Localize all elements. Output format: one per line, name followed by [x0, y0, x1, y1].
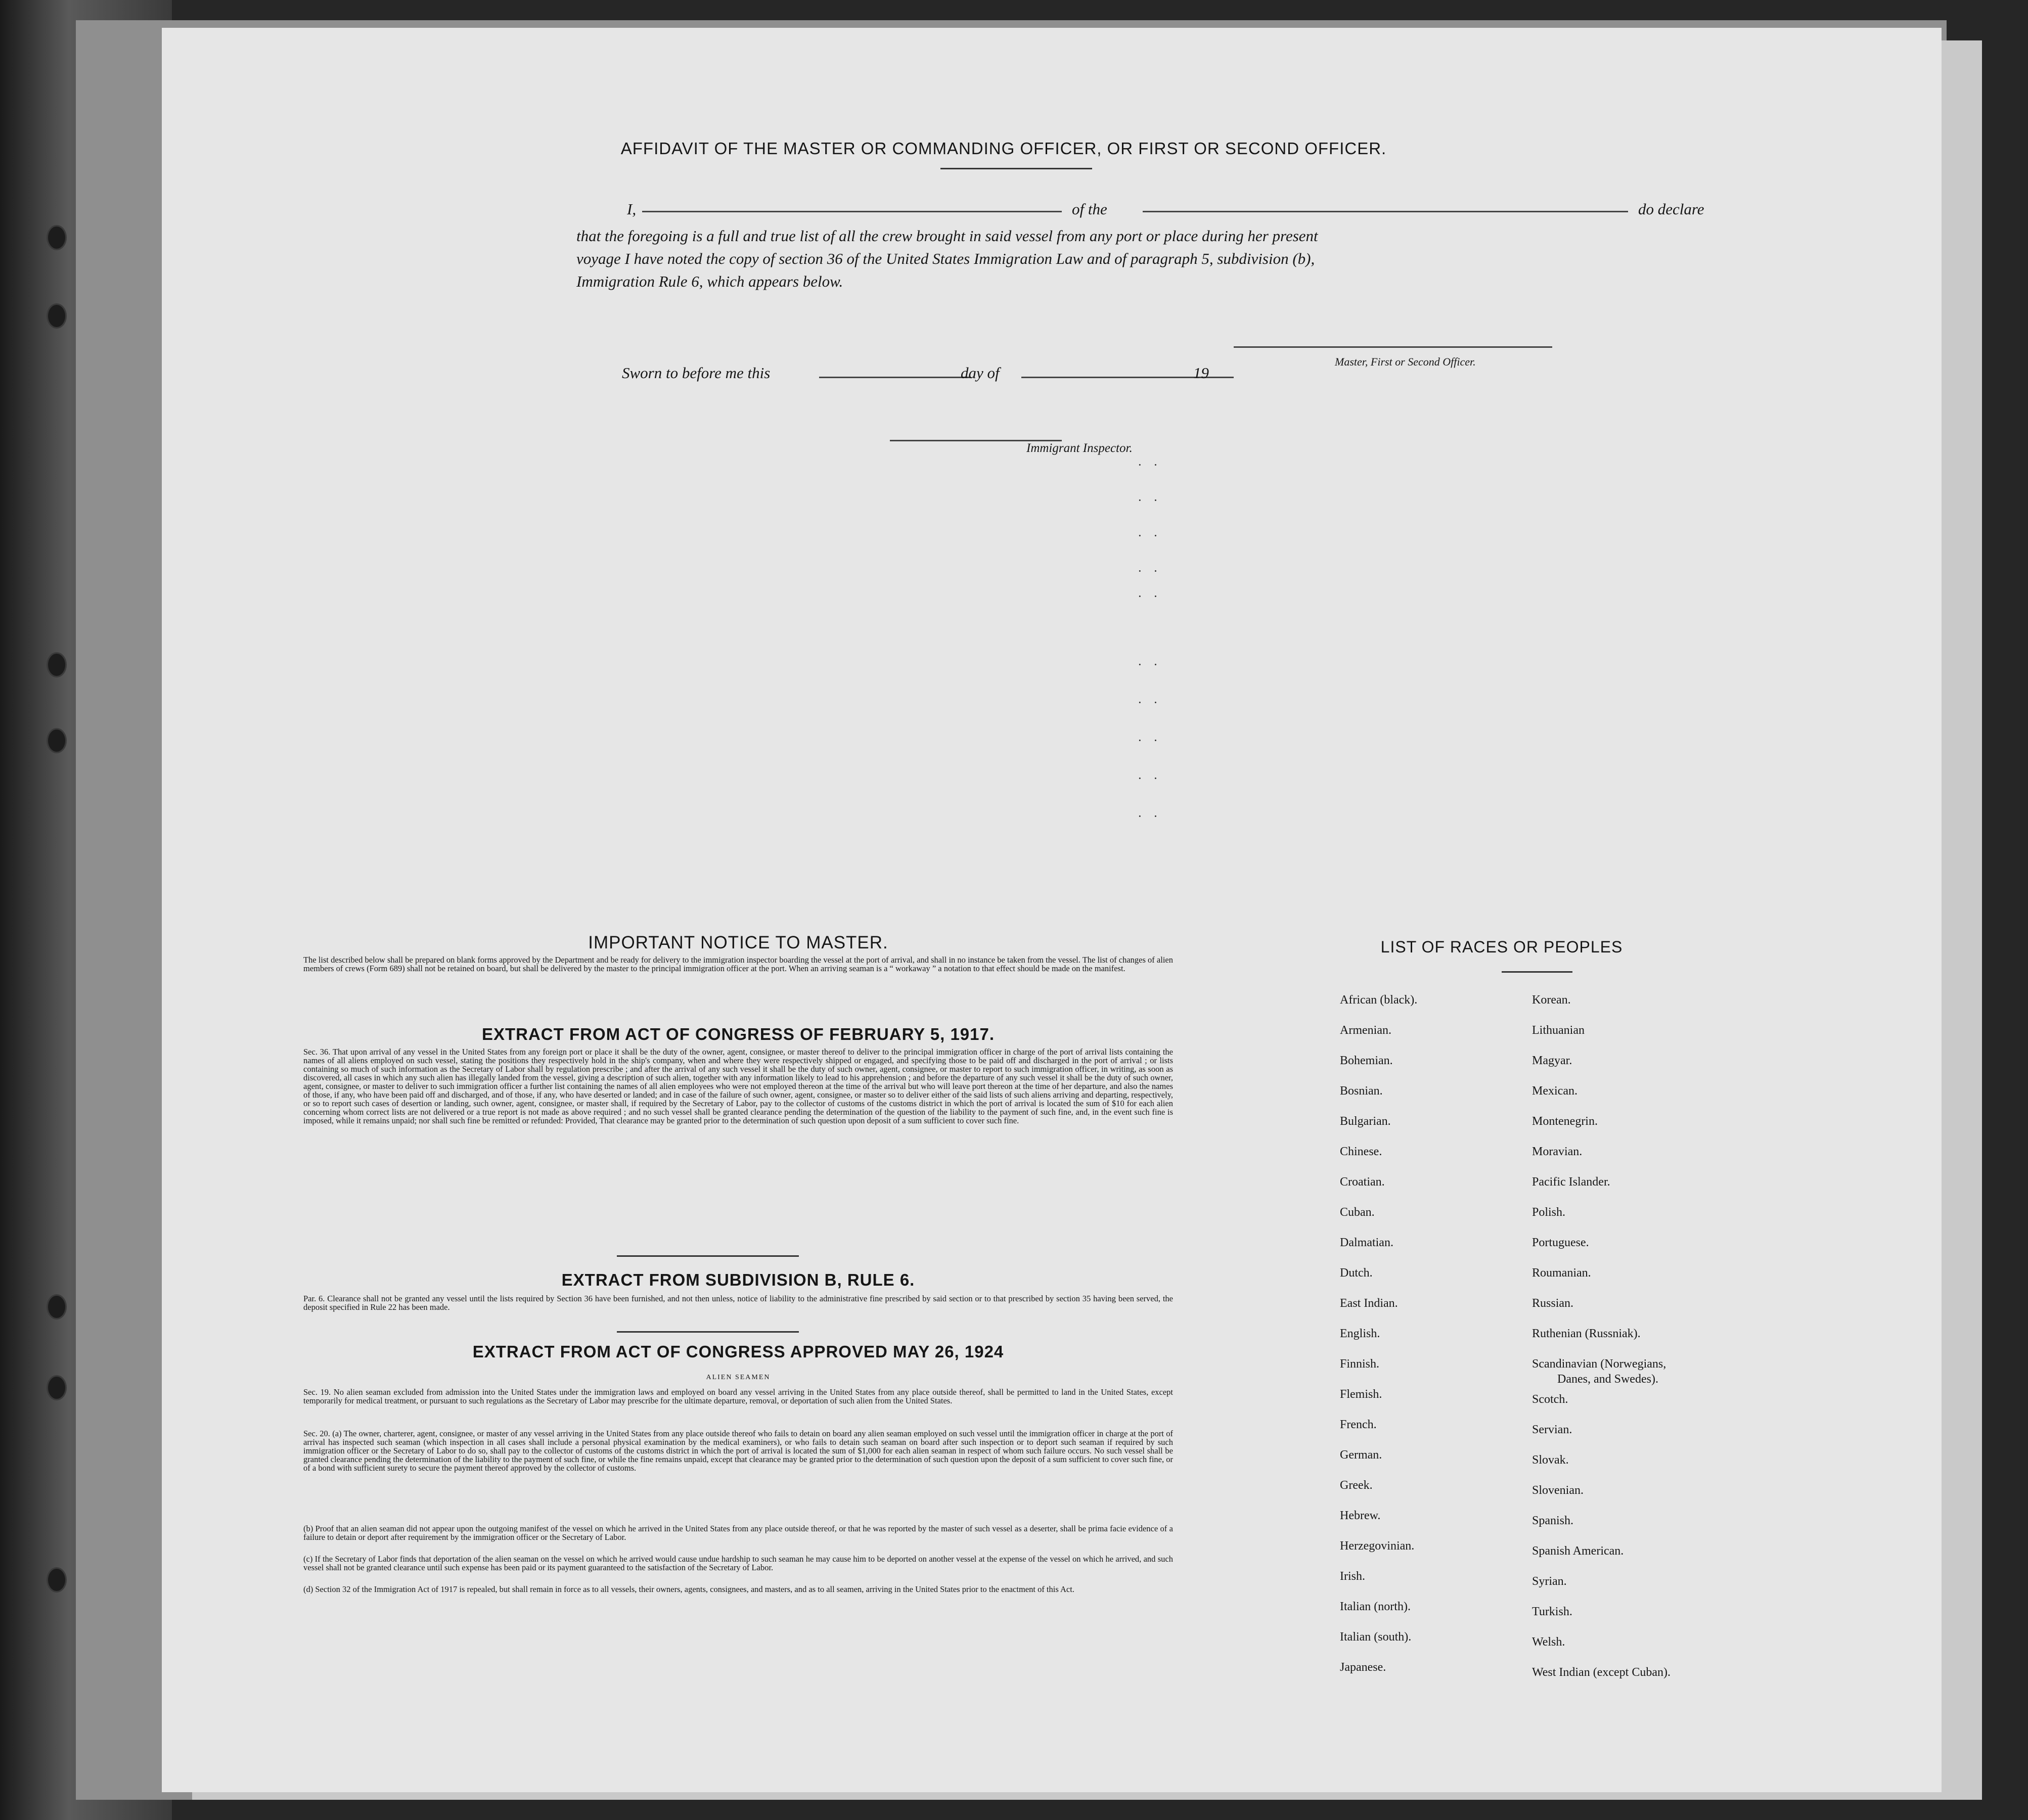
race-left-item: Japanese. [1340, 1661, 1386, 1674]
extract-1917-title: EXTRACT FROM ACT OF CONGRESS OF FEBRUARY 5, 1917. [481, 1025, 995, 1043]
races-title: LIST OF RACES OR PEOPLES [1380, 938, 1623, 956]
race-left-item: Chinese. [1340, 1145, 1382, 1158]
form-page [162, 28, 1942, 1792]
race-left-item: African (black). [1340, 993, 1418, 1007]
race-left-item: Greek. [1340, 1479, 1373, 1492]
signature-blank[interactable] [1234, 346, 1552, 348]
affidavit-line-2: voyage I have noted the copy of section 36 of the United States Immigration Law and of paragraph 5, subdivision (b), [576, 250, 1315, 267]
dot-leader: · · [1138, 771, 1162, 786]
race-right-item: Scotch. [1532, 1393, 1568, 1406]
race-right-item: Servian. [1532, 1423, 1572, 1436]
race-right-item: Slovenian. [1532, 1484, 1584, 1497]
extract-1924-title: EXTRACT FROM ACT OF CONGRESS APPROVED MAY 26, 1924 [472, 1342, 1004, 1361]
notice-text: The list described below shall be prepared on blank forms approved by the Department and be ready for delivery to the immigration inspector boarding the vessel at the port of arrival, and shall in no instance be taken from the vessel. The list of changes of alien members of crews (Form 689) shall not be retained on board, but shall be delivered by the master to the principal immigration officer at the port. When an arriving seaman is a “ workaway ” a notation to that effect should be made on the manifest. [303, 955, 1173, 973]
extract-1924-sec20c: (c) If the Secretary of Labor finds that deportation of the alien seaman on the vessel on which he arrived would cause undue hardship to such seaman he may cause him to be deported on another vessel at the expense of the vessel on which he arrived, and such vessel shall not be granted clearance until such expense has been paid or its payment guaranteed to the satisfaction of the Secretary of Labor. [303, 1554, 1173, 1572]
race-left-item: Herzegovinian. [1340, 1539, 1415, 1553]
dot-leader: · · [1138, 733, 1162, 748]
alien-seamen-caption: ALIEN SEAMEN [706, 1374, 771, 1381]
race-left-item: German. [1340, 1448, 1382, 1462]
race-left-item: Italian (south). [1340, 1630, 1412, 1644]
race-left-item: Bulgarian. [1340, 1115, 1391, 1128]
race-left-item: Armenian. [1340, 1024, 1391, 1037]
race-right-continuation: Danes, and Swedes). [1557, 1373, 1658, 1386]
binder-hole-icon [47, 1567, 67, 1592]
race-left-item: Croatian. [1340, 1175, 1385, 1189]
race-left-item: English. [1340, 1327, 1380, 1340]
race-left-item: East Indian. [1340, 1297, 1398, 1310]
race-left-item: Flemish. [1340, 1388, 1382, 1401]
affidavit-line-1: that the foregoing is a full and true list of all the crew brought in said vessel from any port or place during her present [576, 227, 1318, 245]
dot-leader: · · [1138, 564, 1162, 578]
race-right-item: West Indian (except Cuban). [1532, 1666, 1671, 1679]
race-right-item: Welsh. [1532, 1635, 1565, 1649]
race-left-item: Irish. [1340, 1570, 1365, 1583]
race-right-item: Spanish American. [1532, 1544, 1624, 1558]
sworn-label: Sworn to before me this [622, 364, 771, 382]
race-left-item: Hebrew. [1340, 1509, 1381, 1522]
race-right-item: Portuguese. [1532, 1236, 1589, 1249]
race-left-item: Finnish. [1340, 1357, 1380, 1371]
race-right-item: Turkish. [1532, 1605, 1572, 1618]
section-rule [617, 1331, 799, 1333]
extract-1917-text: Sec. 36. That upon arrival of any vessel in the United States from any foreign port or place it shall be the duty of the owner, agent, consignee, or master thereof to deliver to the principal immigration officer in charge of the port of arrival lists containing the names of all aliens employed on such vessel, stating the positions they respectively hold in the ship's company, when and where they were respectively shipped or engaged, and specifying those to be paid off and discharged in the port of arrival ; or lists containing so much of such information as the Secretary of Labor shall by regulation prescribe ; and after the arrival of any such vessel it shall be the duty of such owner, agent, consignee, or master to report to such immigration officer, in writing, as soon as discovered, all cases in which any such alien has illegally landed from the vessel, giving a description of such alien, together with any information likely to lead to his apprehension ; and before the departure of any such vessel it shall be the duty of such owner, agent, consignee, or master to deliver to such immigration officer a further list containing the names of all alien employees who were not employed thereon at the time of the arrival but who will leave port thereon at the time of her departure, and also the names of those, if any, who have been paid off and discharged, and of those, if any, who have deserted or landed; and in case of the failure of such owner, agent, consignee, or master so to deliver either of the said lists of such aliens arriving and departing, respectively, or so to report such cases of desertion or landing, such owner, agent, consignee, or master shall, if required by the Secretary of Labor, pay to the collector of customs of the customs district in which the port of arrival is located the sum of $10 for each alien concerning whom correct lists are not delivered or a true report is not made as above required ; and no such vessel shall be granted clearance pending the determination of the question of the liability to the payment of such fine, and, in the event such fine is imposed, while it remains unpaid; nor shall such fine be remitted or refunded: Provided, That clearance may be granted prior to the determination of such question upon deposit of a sum sufficient to cover such fine. [303, 1047, 1173, 1125]
race-left-item: Dutch. [1340, 1266, 1373, 1280]
race-right-item: Moravian. [1532, 1145, 1583, 1158]
race-left-item: Bohemian. [1340, 1054, 1393, 1067]
signature-caption: Master, First or Second Officer. [1335, 355, 1476, 368]
section-rule [617, 1255, 799, 1257]
race-right-item: Montenegrin. [1532, 1115, 1598, 1128]
race-left-item: Cuban. [1340, 1206, 1375, 1219]
extract-1924-sec20d: (d) Section 32 of the Immigration Act of 1917 is repealed, but shall remain in force as to all vessels, their owners, agents, consignees, and masters, and as to all seamen, arriving in the United States prior to the enactment of this Act. [303, 1584, 1074, 1594]
race-right-item: Syrian. [1532, 1575, 1567, 1588]
binder-hole-icon [47, 652, 67, 677]
year-prefix: 19 [1193, 364, 1209, 382]
race-right-item: Slovak. [1532, 1453, 1569, 1467]
affidavit-title: AFFIDAVIT OF THE MASTER OR COMMANDING OFFICER, OR FIRST OR SECOND OFFICER. [620, 139, 1387, 158]
affidavit-of-the: of the [1072, 200, 1107, 218]
race-left-item: Dalmatian. [1340, 1236, 1393, 1249]
affidavit-line-3: Immigration Rule 6, which appears below. [576, 272, 843, 290]
binder-hole-icon [47, 225, 67, 250]
binder-hole-icon [47, 728, 67, 753]
race-left-item: Italian (north). [1340, 1600, 1411, 1613]
races-rule [1502, 971, 1572, 973]
affidavit-do-declare: do declare [1638, 200, 1704, 218]
race-right-item: Lithuanian [1532, 1024, 1585, 1037]
dot-leader: · · [1138, 528, 1162, 543]
day-of-label: day of [961, 364, 1000, 382]
race-right-item: Korean. [1532, 993, 1571, 1007]
race-right-item: Scandinavian (Norwegians, [1532, 1357, 1666, 1371]
extract-1924-sec20b: (b) Proof that an alien seaman did not appear upon the outgoing manifest of the vessel on which he arrived in the United States from any place outside thereof, or that he was reported by the master of such vessel as a deserter, shall be prima facie evidence of a failure to detain or deport after requirement by the immigration officer or the Secretary of Labor. [303, 1524, 1173, 1542]
race-right-item: Pacific Islander. [1532, 1175, 1610, 1189]
title-rule [940, 168, 1092, 169]
binder-hole-icon [47, 1375, 67, 1400]
name-blank[interactable] [642, 211, 1062, 212]
binder-hole-icon [47, 1294, 67, 1320]
extract-rule6-text: Par. 6. Clearance shall not be granted any vessel until the lists required by Section 36 have been furnished, and not then unless, notice of liability to the administrative fine prescribed by said section or to that prescribed by section 35 having been served, the deposit specified in Rule 22 has been made. [303, 1294, 1173, 1312]
race-right-item: Polish. [1532, 1206, 1566, 1219]
race-right-item: Spanish. [1532, 1514, 1574, 1527]
race-right-item: Roumanian. [1532, 1266, 1591, 1280]
dot-leader: · · [1138, 589, 1162, 604]
extract-1924-sec20a: Sec. 20. (a) The owner, charterer, agent, consignee, or master of any vessel arriving in the United States from any place outside thereof who fails to detain on board any alien seaman employed on such vessel until the immigration officer in charge at the port of arrival has inspected such seaman (which inspection in all cases shall include a personal physical examination by the medical examiners), or who fails to detain such seaman on board after such inspection or to deport such seaman if required by such immigration officer or the Secretary of Labor to do so, shall pay to the collector of customs of the customs district in which the port of arrival is located the sum of $1,000 for each alien seaman in respect of whom such failure occurs. No such vessel shall be granted clearance pending the determination of the liability to the payment of such fine, or while the fine remains unpaid, except that clearance may be granted prior to the determination of such question upon the deposit of a sum sufficient to cover such fine, or of a bond with sufficient surety to secure the payment thereof approved by the collector of customs. [303, 1429, 1173, 1473]
race-left-item: Bosnian. [1340, 1084, 1383, 1098]
extract-1924-sec19: Sec. 19. No alien seaman excluded from admission into the United States under the immigration laws and employed on board any vessel arriving in the United States from any place outside thereof, shall be permitted to land in the United States, except temporarily for medical treatment, or pursuant to such regulations as the Secretary of Labor may prescribe for the ultimate departure, removal, or deportation of such alien from the United States. [303, 1387, 1173, 1405]
race-right-item: Magyar. [1532, 1054, 1572, 1067]
race-right-item: Ruthenian (Russniak). [1532, 1327, 1641, 1340]
notice-title: IMPORTANT NOTICE TO MASTER. [588, 933, 888, 952]
dot-leader: · · [1138, 809, 1162, 824]
race-right-item: Russian. [1532, 1297, 1574, 1310]
race-right-item: Mexican. [1532, 1084, 1578, 1098]
extract-rule6-title: EXTRACT FROM SUBDIVISION B, RULE 6. [561, 1270, 915, 1289]
dot-leader: · · [1138, 695, 1162, 710]
affidavit-i-label: I, [627, 200, 637, 218]
vessel-blank[interactable] [1143, 211, 1628, 212]
sworn-day-blank[interactable] [819, 377, 971, 378]
dot-leader: · · [1138, 493, 1162, 508]
inspector-caption: Immigrant Inspector. [1026, 441, 1133, 455]
dot-leader: · · [1138, 458, 1162, 472]
race-left-item: French. [1340, 1418, 1377, 1431]
dot-leader: · · [1138, 657, 1162, 672]
binder-hole-icon [47, 303, 67, 329]
